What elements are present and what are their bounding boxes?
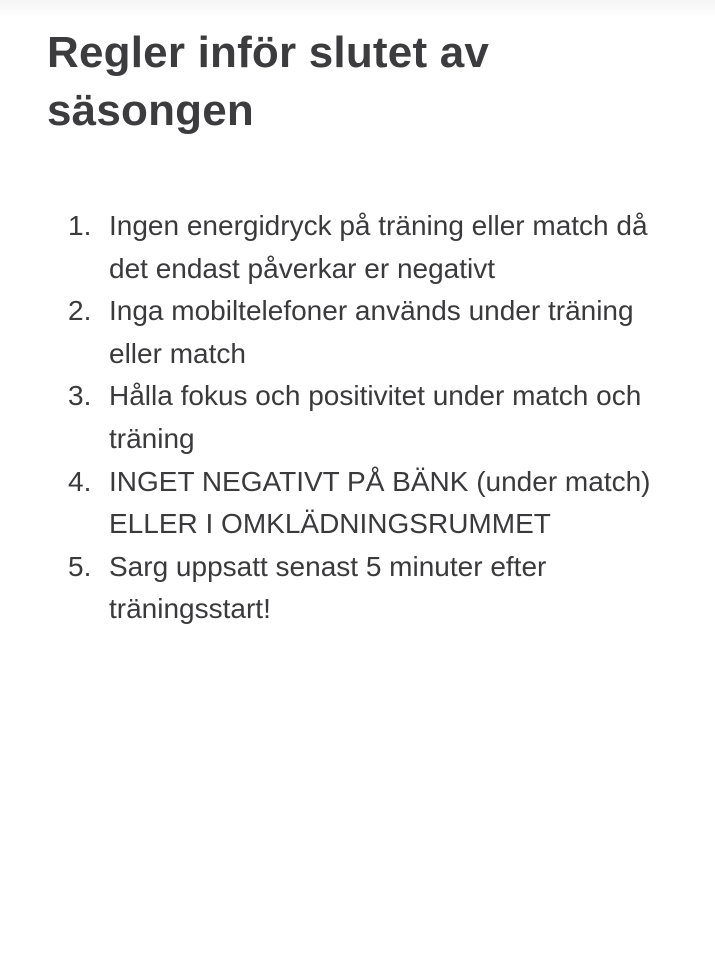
list-item[interactable] bbox=[0, 546, 715, 631]
list-item-number: 2. bbox=[68, 295, 92, 327]
rules-list bbox=[0, 205, 715, 631]
list-item-text: Sarg uppsatt senast 5 minuter efter träningsstart! bbox=[109, 550, 547, 625]
list-item-number: 1. bbox=[68, 210, 92, 241]
list-item-text: INGET NEGATIVT PÅ BÄNK (under match) ELLER I OMKLÄDNINGSRUMMET bbox=[109, 465, 651, 540]
list-item-text: Inga mobiltelefoner används under träning eller match bbox=[109, 295, 634, 369]
list-item-number: 5. bbox=[68, 550, 92, 582]
list-item[interactable] bbox=[0, 375, 715, 460]
note-title[interactable]: Regler inför slutet av säsongen bbox=[47, 28, 490, 135]
list-item-number: 3. bbox=[68, 380, 92, 412]
list-item-text: Hålla fokus och positivitet under match och träning bbox=[109, 380, 642, 454]
list-item-text: Ingen energidryck på träning eller match då det endast påverkar er negativt bbox=[109, 210, 648, 284]
list-item-number: 4. bbox=[68, 465, 92, 497]
list-item[interactable] bbox=[0, 461, 715, 546]
list-item[interactable] bbox=[0, 290, 715, 375]
list-item[interactable] bbox=[0, 205, 715, 290]
